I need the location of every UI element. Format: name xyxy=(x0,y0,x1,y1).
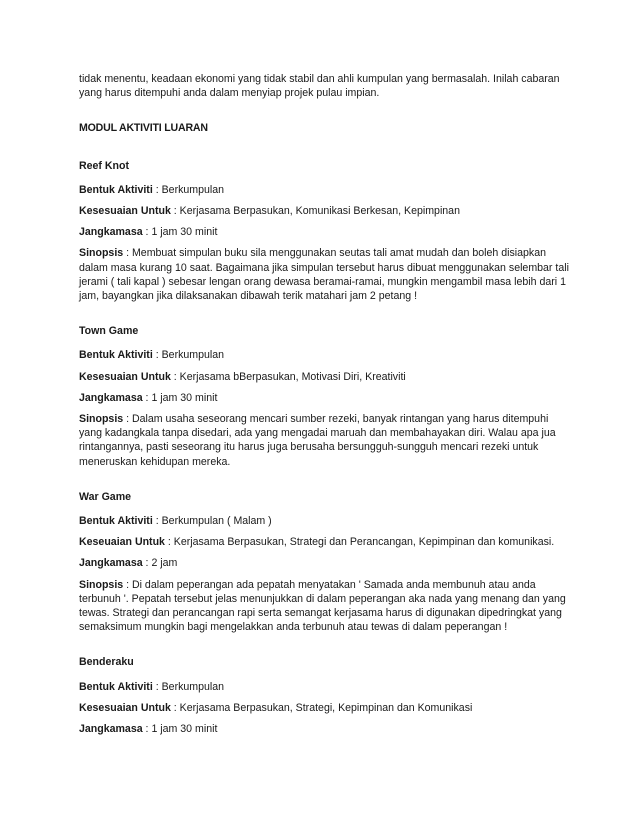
bentuk-value: : Berkumpulan xyxy=(152,349,225,362)
activity-town-game xyxy=(79,324,569,469)
kesesuaian-value: : Kerjasama Berpasukan, Strategi dan Perancangan, Kepimpinan dan komunikasi. xyxy=(164,536,555,549)
kesesuaian-value: : Kerjasama Berpasukan, Strategi, Kepimpinan dan Komunikasi xyxy=(170,701,473,714)
intro-paragraph: tidak menentu, keadaan ekonomi yang tidak stabil dan ahli kumpulan yang bermasalah. Inilah cabaran yang harus ditempuhi anda dalam menyiap projek pulau impian. xyxy=(79,73,560,100)
activity-war-game xyxy=(79,490,569,635)
kesesuaian-field xyxy=(79,701,569,715)
sinopsis-field xyxy=(79,246,569,303)
bentuk-field xyxy=(79,183,569,197)
kesesuaian-label: Kesesuaian Untuk xyxy=(79,205,171,218)
jangkamasa-value: : 1 jam 30 minit xyxy=(142,391,218,404)
jangkamasa-field xyxy=(79,225,569,239)
kesesuaian-label: Keseuaian Untuk xyxy=(79,536,165,549)
bentuk-label: Bentuk Aktiviti xyxy=(79,680,153,693)
kesesuaian-value: : Kerjasama bBerpasukan, Motivasi Diri, Kreativiti xyxy=(170,370,406,383)
jangkamasa-field xyxy=(79,556,569,570)
jangkamasa-field xyxy=(79,722,569,736)
jangkamasa-value: : 2 jam xyxy=(142,557,178,570)
sinopsis-value: : Di dalam peperangan ada pepatah menyatakan ' Samada anda membunuh atau anda terbunuh '. Pepatah tersebut jelas menunjukkan di dalam peperangan aka nada yang menang dan yang tewas. Strategi dan perancangan rapi serta semangat kerjasama harus di digunakan dipedringkat yang semaksimum mungkin bagi mengelakkan anda terbunuh atau tewas di dalam peperangan ! xyxy=(79,578,566,634)
activity-name: Benderaku xyxy=(79,656,134,669)
activity-name: War Game xyxy=(79,490,132,503)
sinopsis-label: Sinopsis xyxy=(79,247,124,260)
bentuk-label: Bentuk Aktiviti xyxy=(79,515,153,528)
sinopsis-value: : Dalam usaha seseorang mencari sumber rezeki, banyak rintangan yang harus ditempuhi yang kadangkala tanpa disedari, ada yang mengadai maruah dan membahayakan diri. Walau apa jua rintangannya, pasti seseorang itu harus juga berusaha bersungguh-sungguh mencari rezeki untuk meneruskan kehidupan mereka. xyxy=(79,413,556,468)
sinopsis-value: : Membuat simpulan buku sila menggunakan seutas tali amat mudah dan boleh disiapkan dalam masa kurang 10 saat. Bagaimana jika simpulan tersebut harus dibuat menggunakan selembar tali jerami ( tali kapal ) sebesar lengan orang dewasa beramai-ramai, mungkin mengambil masa lebih dari 1 jam, bayangkan jika dilaksanakan dibawah terik matahari jam 2 petang ! xyxy=(79,247,569,303)
bentuk-field xyxy=(79,514,569,528)
activity-reef-knot xyxy=(79,159,569,304)
kesesuaian-value: : Kerjasama Berpasukan, Komunikasi Berkesan, Kepimpinan xyxy=(170,205,460,218)
bentuk-value: : Berkumpulan xyxy=(152,680,225,693)
bentuk-field xyxy=(79,680,569,694)
activity-name: Reef Knot xyxy=(79,159,130,172)
kesesuaian-field xyxy=(79,535,569,549)
activity-name: Town Game xyxy=(79,325,139,338)
kesesuaian-field xyxy=(79,370,569,384)
bentuk-field xyxy=(79,348,569,362)
sinopsis-field xyxy=(79,578,569,635)
jangkamasa-label: Jangkamasa xyxy=(79,391,143,404)
sinopsis-field xyxy=(79,412,569,469)
section-title: MODUL AKTIVITI LUARAN xyxy=(79,122,208,135)
sinopsis-label: Sinopsis xyxy=(79,578,124,591)
kesesuaian-label: Kesesuaian Untuk xyxy=(79,370,171,383)
kesesuaian-field xyxy=(79,204,569,218)
jangkamasa-value: : 1 jam 30 minit xyxy=(142,226,218,239)
activity-benderaku xyxy=(79,655,569,736)
jangkamasa-label: Jangkamasa xyxy=(79,557,143,570)
jangkamasa-value: : 1 jam 30 minit xyxy=(142,723,218,736)
bentuk-label: Bentuk Aktiviti xyxy=(79,183,153,196)
jangkamasa-field xyxy=(79,391,569,405)
kesesuaian-label: Kesesuaian Untuk xyxy=(79,701,171,714)
jangkamasa-label: Jangkamasa xyxy=(79,226,143,239)
jangkamasa-label: Jangkamasa xyxy=(79,723,143,736)
bentuk-value: : Berkumpulan ( Malam ) xyxy=(152,515,272,528)
bentuk-value: : Berkumpulan xyxy=(152,183,225,196)
bentuk-label: Bentuk Aktiviti xyxy=(79,349,153,362)
sinopsis-label: Sinopsis xyxy=(79,413,124,426)
document-page xyxy=(79,72,569,757)
